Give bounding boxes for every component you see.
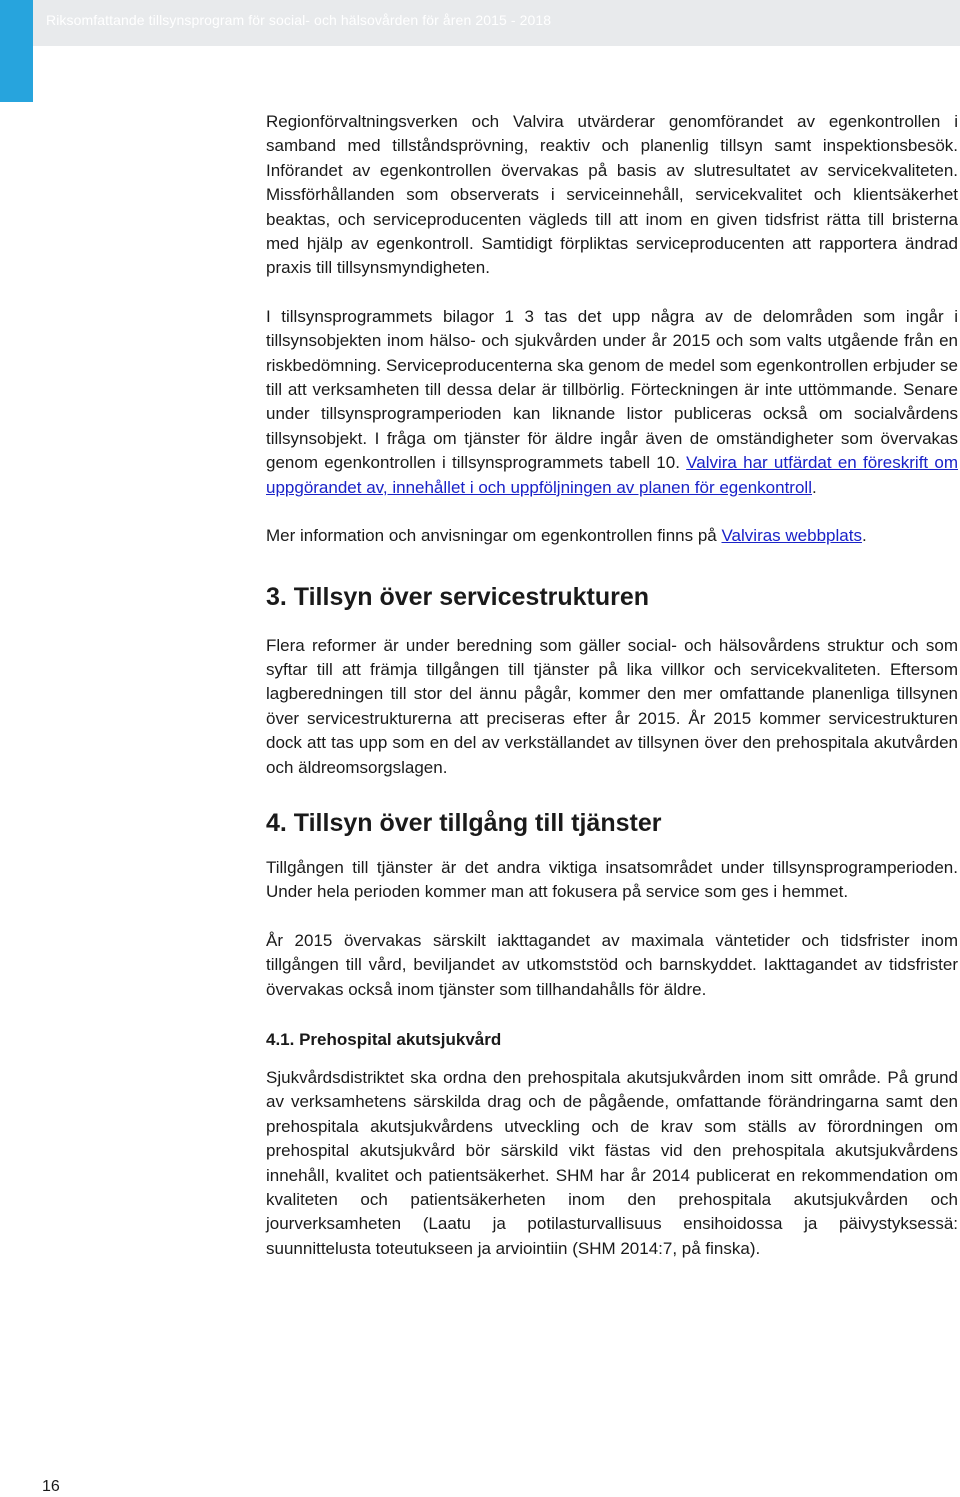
link-valvira-foreskrift[interactable]: Valvira har utfärdat en föreskrift om uppgörandet av, innehållet i och uppföljningen av planen för egenkontroll	[266, 453, 959, 497]
page-header	[0, 0, 960, 46]
heading-section-4-1: 4.1. Prehospital akutsjukvård	[266, 1029, 502, 1049]
page-number: 16	[42, 1478, 60, 1495]
paragraph-tillgang-2: År 2015 övervakas särskilt iakttagandet av maximala väntetider och tidsfrister inom tillgången till vård, beviljandet av utkomststöd och barnskyddet. Iakttagandet av tidsfrister övervakas också inom tjänster som tillhandahålls för äldre.	[266, 930, 958, 999]
paragraph-servicestruktur: Flera reformer är under beredning som gäller social- och hälsovårdens struktur och som syftar till att främja tillgången till tjänster på lika villkor och servicekvaliteten. Eftersom lagberedningen till stor del ännu pågår, kommer den mer omfattande planenliga tillsynen över servicestrukturerna att preciseras efter år 2015. År 2015 kommer servicestrukturen dock att tas upp som en del av verkställandet av tillsynen över den prehospitala akutvården och äldreomsorgslagen.	[266, 635, 958, 777]
paragraph-prehospital: Sjukvårdsdistriktet ska ordna den prehospitala akutsjukvården inom sitt område. På grund av verksamhetens särskilda drag och de pågående, omfattande förändringarna samt den prehospitala akutsjukvårdens utveckling och de krav som ställs av förordningen om prehospital akutsjukvård bör särskild vikt fästas vid den prehospitala akutsjukvårdens innehåll, kvalitet och patientsäkerhet. SHM har år 2014 publicerat en rekommendation om kvaliteten och patientsäkerheten inom den prehospitala akutsjukvården och jourverksamheten (Laatu ja potilasturvallisuus ensihoidossa ja päivystyksessä: suunnittelusta toteutukseen ja arviointiin (SHM 2014:7, på finska).	[266, 1067, 958, 1258]
paragraph-bilagor-text: I tillsynsprogrammets bilagor 1 3 tas det upp några av de delområden som ingår i tillsynsobjekten inom hälso- och sjukvården under år 2015 och som valts utgående från en riskbedömning. Serviceproducenterna ska genom de medel som egenkontrollen erbjuder se till att verksamheten till dessa delar är tillbörlig. Förteckningen är inte uttömmande. Senare under tillsynsprogramperioden kan liknande listor publiceras också om socialvårdens tillsynsobjekt. I fråga om tjänster för äldre ingår även de omständigheter som övervakas genom egenkontrollen i tillsynsprogrammets tabell 10.	[266, 306, 958, 473]
heading-section-3: 3. Tillsyn över servicestrukturen	[266, 582, 650, 611]
paragraph-tillgang-1: Tillgången till tjänster är det andra viktiga insatsområdet under tillsynsprogramperioden. Under hela perioden kommer man att fokusera på service som ges i hemmet.	[266, 857, 958, 902]
heading-section-4: 4. Tillsyn över tillgång till tjänster	[266, 808, 662, 837]
document-title: Riksomfattande tillsynsprogram för social- och hälsovården för åren 2015 - 2018	[46, 12, 552, 28]
paragraph-bilagor	[266, 305, 958, 500]
paragraph-bilagor-end: .	[811, 477, 817, 497]
paragraph-more-info	[266, 524, 958, 548]
paragraph-more-info-end: .	[861, 526, 867, 546]
page-content	[266, 110, 958, 1261]
link-valviras-webbplats[interactable]: Valviras webbplats	[721, 526, 862, 546]
side-accent-tab	[0, 0, 33, 102]
paragraph-more-info-text: Mer information och anvisningar om egenkontrollen finns på	[266, 526, 722, 546]
paragraph-egenkontroll-evaluation: Regionförvaltningsverken och Valvira utvärderar genomförandet av egenkontrollen i samband med tillståndsprövning, reaktiv och planenlig tillsyn samt inspektionsbesök. Införandet av egenkontrollen övervakas på basis av slutresultatet av servicekvaliteten. Missförhållanden som observerats i serviceinnehåll, servicekvalitet och klientsäkerhet beaktas, och serviceproducenten vägleds till att inom en given tidsfrist rätta till bristerna med hjälp av egenkontroll. Samtidigt förpliktas serviceproducenten att rapportera ändrad praxis till tillsynsmyndigheten.	[266, 112, 958, 278]
